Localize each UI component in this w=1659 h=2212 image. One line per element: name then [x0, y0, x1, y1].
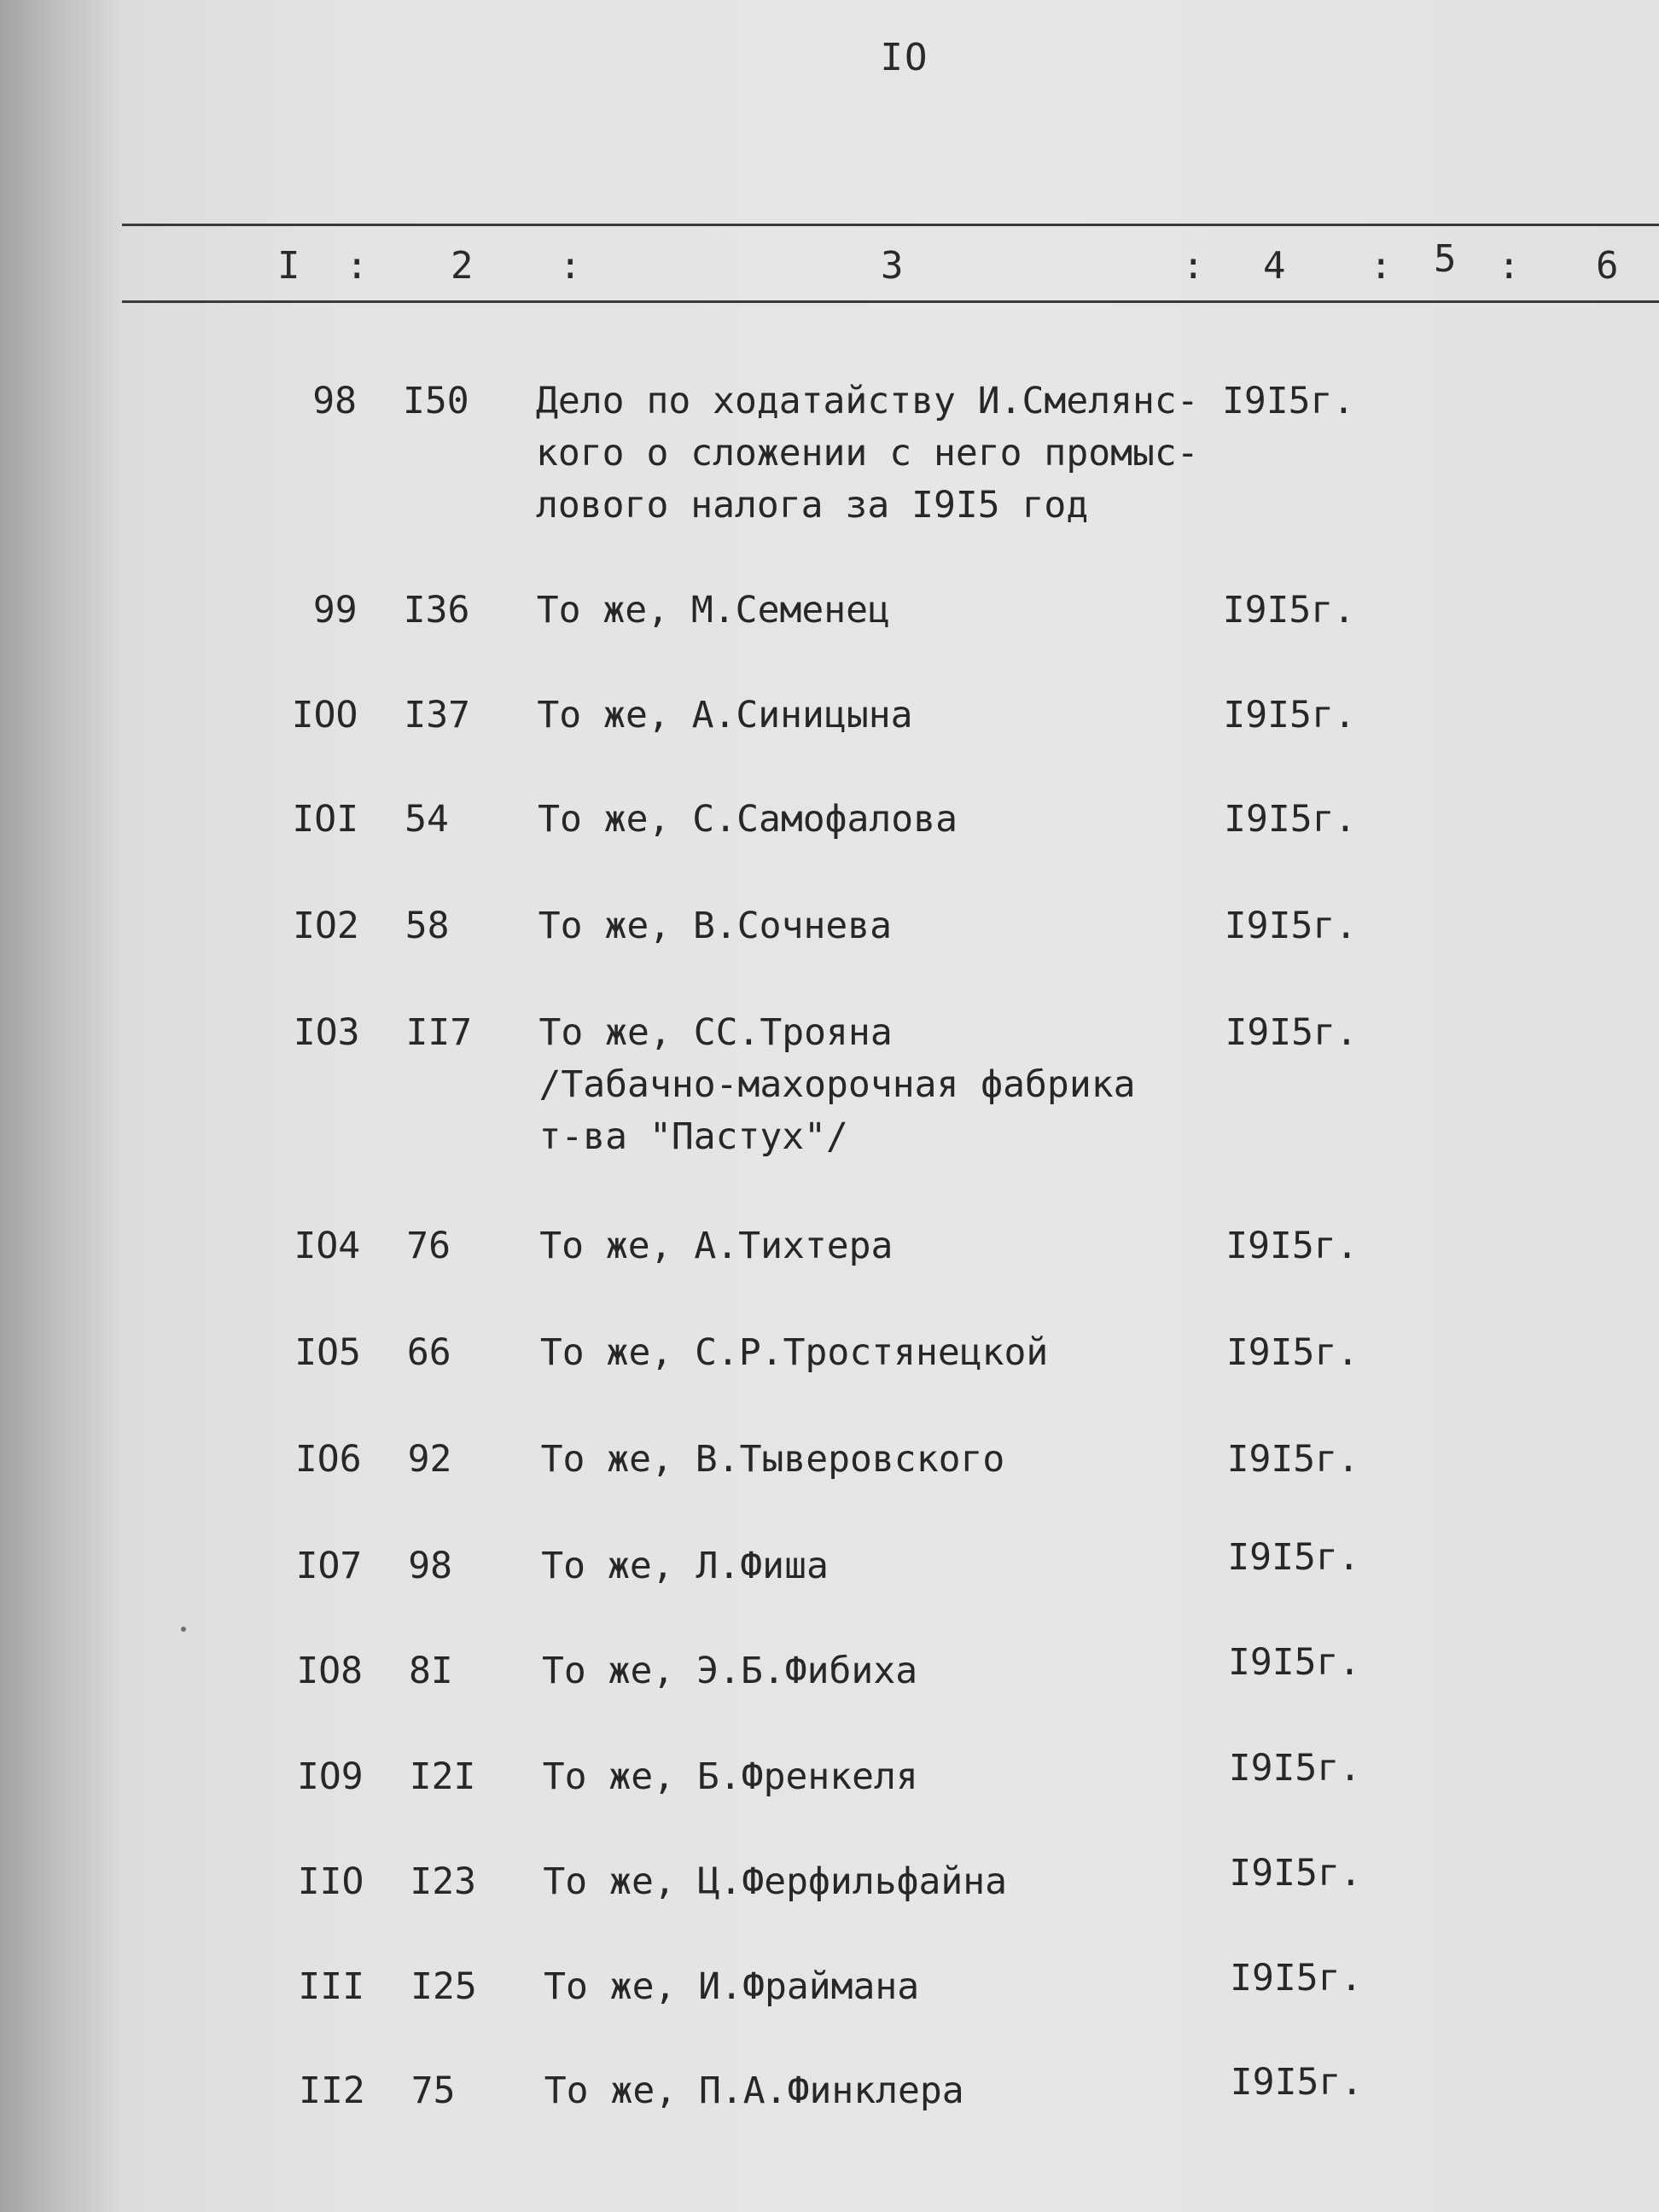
- header-top-rule: [122, 224, 1659, 226]
- case-title: [540, 1327, 1214, 1379]
- case-title-line: То же, Э.Б.Фибиха: [542, 1650, 918, 1692]
- case-title-line: То же, М.Семенец: [536, 589, 890, 632]
- case-number: I37: [404, 694, 471, 736]
- case-title: [544, 2065, 1219, 2117]
- row-number: IO8: [296, 1650, 363, 1692]
- case-number: 75: [410, 2069, 456, 2112]
- page-number: IO: [880, 36, 929, 79]
- case-title-line: То же, В.Сочнева: [538, 905, 893, 947]
- header-col-3: 3: [881, 244, 904, 288]
- case-title: [543, 1751, 1217, 1803]
- header-col-2: 2: [451, 244, 474, 288]
- case-number: 92: [407, 1438, 452, 1481]
- paper-speck: [181, 1627, 186, 1632]
- case-year: I9I5г.: [1225, 1225, 1359, 1267]
- row-number: IOO: [291, 694, 358, 736]
- case-title-line: То же, И.Фраймана: [544, 1965, 920, 2008]
- header-col-5: 5: [1434, 237, 1457, 281]
- header-separator: :: [1182, 244, 1205, 288]
- case-number: II7: [405, 1011, 473, 1054]
- case-year: I9I5г.: [1227, 1536, 1360, 1579]
- header-separator: :: [1498, 244, 1521, 288]
- row-number: 99: [312, 589, 358, 632]
- header-col-1: I: [277, 244, 300, 288]
- case-year: I9I5г.: [1225, 1331, 1359, 1374]
- row-number: 98: [312, 380, 357, 422]
- case-title: [538, 900, 1213, 952]
- case-number: 54: [405, 798, 449, 841]
- case-title-line: То же, С.Р.Тростянецкой: [539, 1331, 1049, 1374]
- case-title-line: То же, Л.Фиша: [541, 1545, 829, 1587]
- case-year: I9I5г.: [1228, 1747, 1362, 1790]
- case-title: [537, 690, 1211, 742]
- case-number: 66: [406, 1331, 451, 1374]
- case-title-line: Дело по ходатайству И.Смелянс-: [536, 380, 1199, 422]
- header-separator: :: [1370, 244, 1393, 288]
- case-year: I9I5г.: [1223, 694, 1356, 736]
- case-number: I36: [403, 589, 470, 632]
- page-edge-shadow: [0, 0, 128, 2212]
- case-title-line: /Табачно-махорочная фабрика: [538, 1063, 1136, 1106]
- header-bottom-rule: [122, 300, 1659, 303]
- case-title: [538, 794, 1212, 846]
- case-title: [536, 375, 1210, 532]
- case-title-line: То же, П.А.Финклера: [544, 2069, 964, 2112]
- case-title-line: То же, А.Тихтера: [539, 1225, 894, 1267]
- row-number: IO3: [293, 1011, 360, 1054]
- row-number: IO5: [294, 1331, 361, 1374]
- case-title-line: лового налога за I9I5 год: [536, 484, 1089, 527]
- case-title-line: т-ва "Пастух"/: [538, 1115, 848, 1158]
- case-title: [539, 1007, 1214, 1163]
- case-title-line: То же, А.Синицына: [537, 694, 913, 736]
- row-number: IO4: [294, 1225, 361, 1267]
- case-year: I9I5г.: [1230, 1957, 1363, 2000]
- case-title-line: То же, Б.Френкеля: [542, 1755, 918, 1798]
- header-col-6: 6: [1596, 244, 1619, 288]
- case-year: I9I5г.: [1226, 1438, 1359, 1481]
- case-year: I9I5г.: [1224, 905, 1358, 947]
- row-number: IO7: [295, 1545, 363, 1587]
- case-year: I9I5г.: [1225, 1011, 1358, 1054]
- case-title: [537, 585, 1211, 637]
- case-year: I9I5г.: [1222, 589, 1356, 632]
- row-number: IO9: [297, 1755, 364, 1798]
- case-title-line: То же, СС.Трояна: [538, 1011, 893, 1054]
- case-title: [541, 1434, 1215, 1486]
- header-col-4: 4: [1263, 244, 1286, 288]
- case-title: [542, 1645, 1216, 1697]
- case-number: I23: [410, 1860, 477, 1903]
- case-title: [543, 1856, 1217, 1908]
- case-year: I9I5г.: [1228, 1641, 1361, 1684]
- row-number: IIO: [297, 1860, 364, 1903]
- case-title-line: кого о сложении с него промыс-: [536, 432, 1199, 474]
- row-number: III: [298, 1965, 365, 2008]
- case-year: I9I5г.: [1229, 1852, 1362, 1895]
- case-number: 76: [406, 1225, 451, 1267]
- case-title-line: То же, В.Тыверовского: [540, 1438, 1005, 1481]
- case-number: I25: [410, 1965, 477, 2008]
- header-separator: :: [559, 244, 582, 288]
- case-number: I50: [403, 380, 469, 422]
- case-year: I9I5г.: [1222, 380, 1355, 422]
- row-number: IO6: [294, 1438, 362, 1481]
- case-title: [541, 1540, 1215, 1592]
- row-number: IO2: [293, 905, 359, 947]
- case-year: I9I5г.: [1224, 798, 1357, 841]
- case-title: [539, 1220, 1214, 1272]
- row-number: IOI: [292, 798, 359, 841]
- case-title-line: То же, Ц.Ферфильфайна: [543, 1860, 1008, 1903]
- case-number: 58: [405, 905, 450, 947]
- case-year: I9I5г.: [1230, 2061, 1364, 2104]
- case-title-line: То же, С.Самофалова: [538, 798, 958, 841]
- header-separator: :: [346, 244, 369, 288]
- case-title: [544, 1961, 1218, 2013]
- row-number: II2: [299, 2069, 365, 2112]
- case-number: 98: [408, 1545, 453, 1587]
- case-number: I2I: [409, 1755, 476, 1798]
- case-number: 8I: [409, 1650, 453, 1692]
